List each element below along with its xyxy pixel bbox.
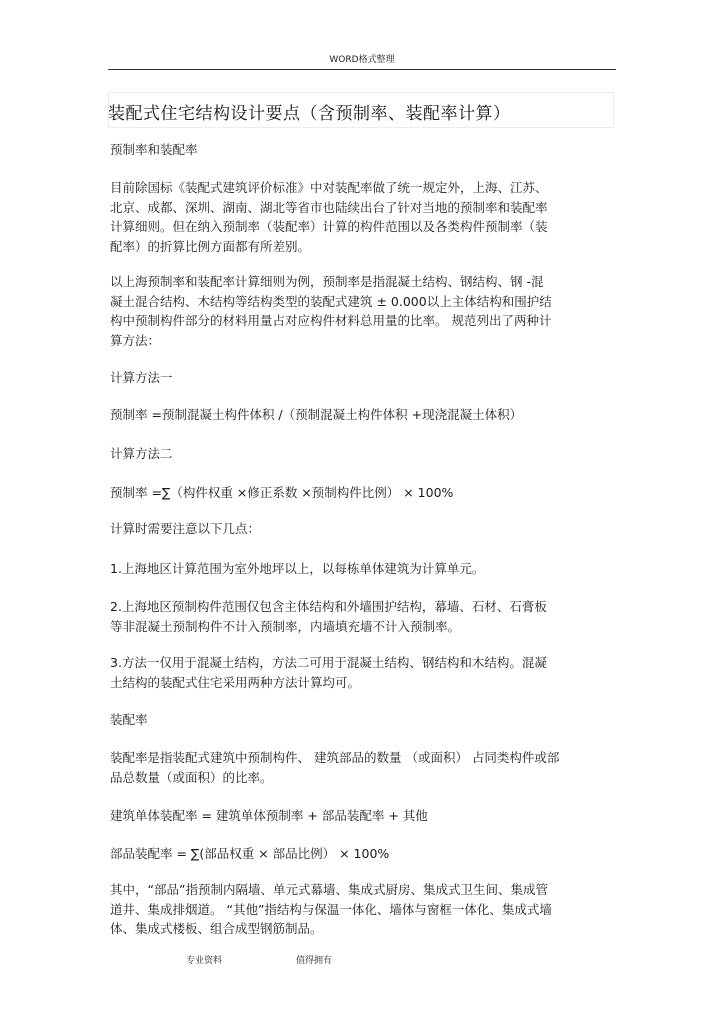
text-line: 算方法： [110,332,161,348]
building-assembly-formula: 建筑单体装配率 = 建筑单体预制率 + 部品装配率 + 其他 [110,808,428,823]
method-one-formula: 预制率 =预制混凝土构件体积 /（预制混凝土构件体积 +现浇混凝土体积） [110,407,523,422]
text-line: 目前除国标《装配式建筑评价标准》中对装配率做了统一规定外，上海、江苏、 [110,180,548,195]
text-line: 计算细则。但在纳入预制率（装配率）计算的构件范围以及各类构件预制率（装 [110,219,548,234]
footer-right: 值得拥有 [296,956,333,966]
text-line: 土结构的装配式住宅采用两种方法计算均可。 [110,674,361,690]
component-assembly-formula: 部品装配率 = ∑(部品权重 × 部品比例） × 100% [110,846,390,861]
text-line: 1.上海地区计算范围为室外地坪以上，以每栋单体建筑为计算单元。 [110,561,485,576]
text-line: 品总数量（或面积）的比率。 [110,769,273,785]
text-line: 凝土混合结构、木结构等结构类型的装配式建筑 ± 0.000以上主体结构和围护结 [110,293,552,309]
text-line: 装配率是指装配式建筑中预制构件、 建筑部品的数量 （或面积） 占同类构件或部 [110,750,560,765]
text-line: 构中预制构件部分的材料用量占对应构件材料总用量的比率。 规范列出了两种计 [110,313,552,328]
text-line: 3.方法一仅用于混凝土结构，方法二可用于混凝土结构、钢结构和木结构。混凝 [110,655,547,670]
paragraph-components-definition [110,880,552,939]
paragraph-intro [110,178,548,256]
text-line: 北京、成都、深圳、湖南、湖北等省市也陆续出台了针对当地的预制率和装配率 [110,199,548,215]
note-item-3 [110,653,547,692]
paragraph-assembly-definition [110,748,559,787]
note-item-1 [110,559,484,579]
header-rule [108,69,616,70]
text-line: 配率）的折算比例方面都有所差别。 [110,238,311,254]
section-heading-prefab-and-assembly: 预制率和装配率 [110,142,198,157]
footer-left: 专业资料 [186,956,223,966]
paragraph-shanghai-definition [110,272,552,350]
note-item-2 [110,597,547,636]
text-line: 等非混凝土预制构件不计入预制率，内墙填充墙不计入预制率。 [110,618,461,634]
text-line: 以上海预制率和装配率计算细则为例，预制率是指混凝土结构、钢结构、钢 -混 [110,274,544,289]
page-header: WORD格式整理 [329,55,395,65]
document-title: 装配式住宅结构设计要点（含预制率、装配率计算） [108,104,511,124]
text-line: 体、集成式楼板、组合成型钢筋制品。 [110,921,323,936]
method-two-heading: 计算方法二 [110,446,173,461]
text-line: 其中，“部品”指预制内隔墙、单元式幕墙、集成式厨房、集成式卫生间、集成管 [110,882,548,897]
method-two-formula: 预制率 =∑（构件权重 ×修正系数 ×预制构件比例） × 100% [110,485,454,500]
method-one-heading: 计算方法一 [110,370,173,385]
notes-heading: 计算时需要注意以下几点： [110,521,261,536]
text-line: 2.上海地区预制构件范围仅包含主体结构和外墙围护结构，幕墙、石材、石膏板 [110,599,547,614]
section-heading-assembly-rate: 装配率 [110,712,148,727]
text-line: 道井、集成排烟道。 “其他”指结构与保温一体化、墙体与窗框一体化、集成式墙 [110,901,552,917]
